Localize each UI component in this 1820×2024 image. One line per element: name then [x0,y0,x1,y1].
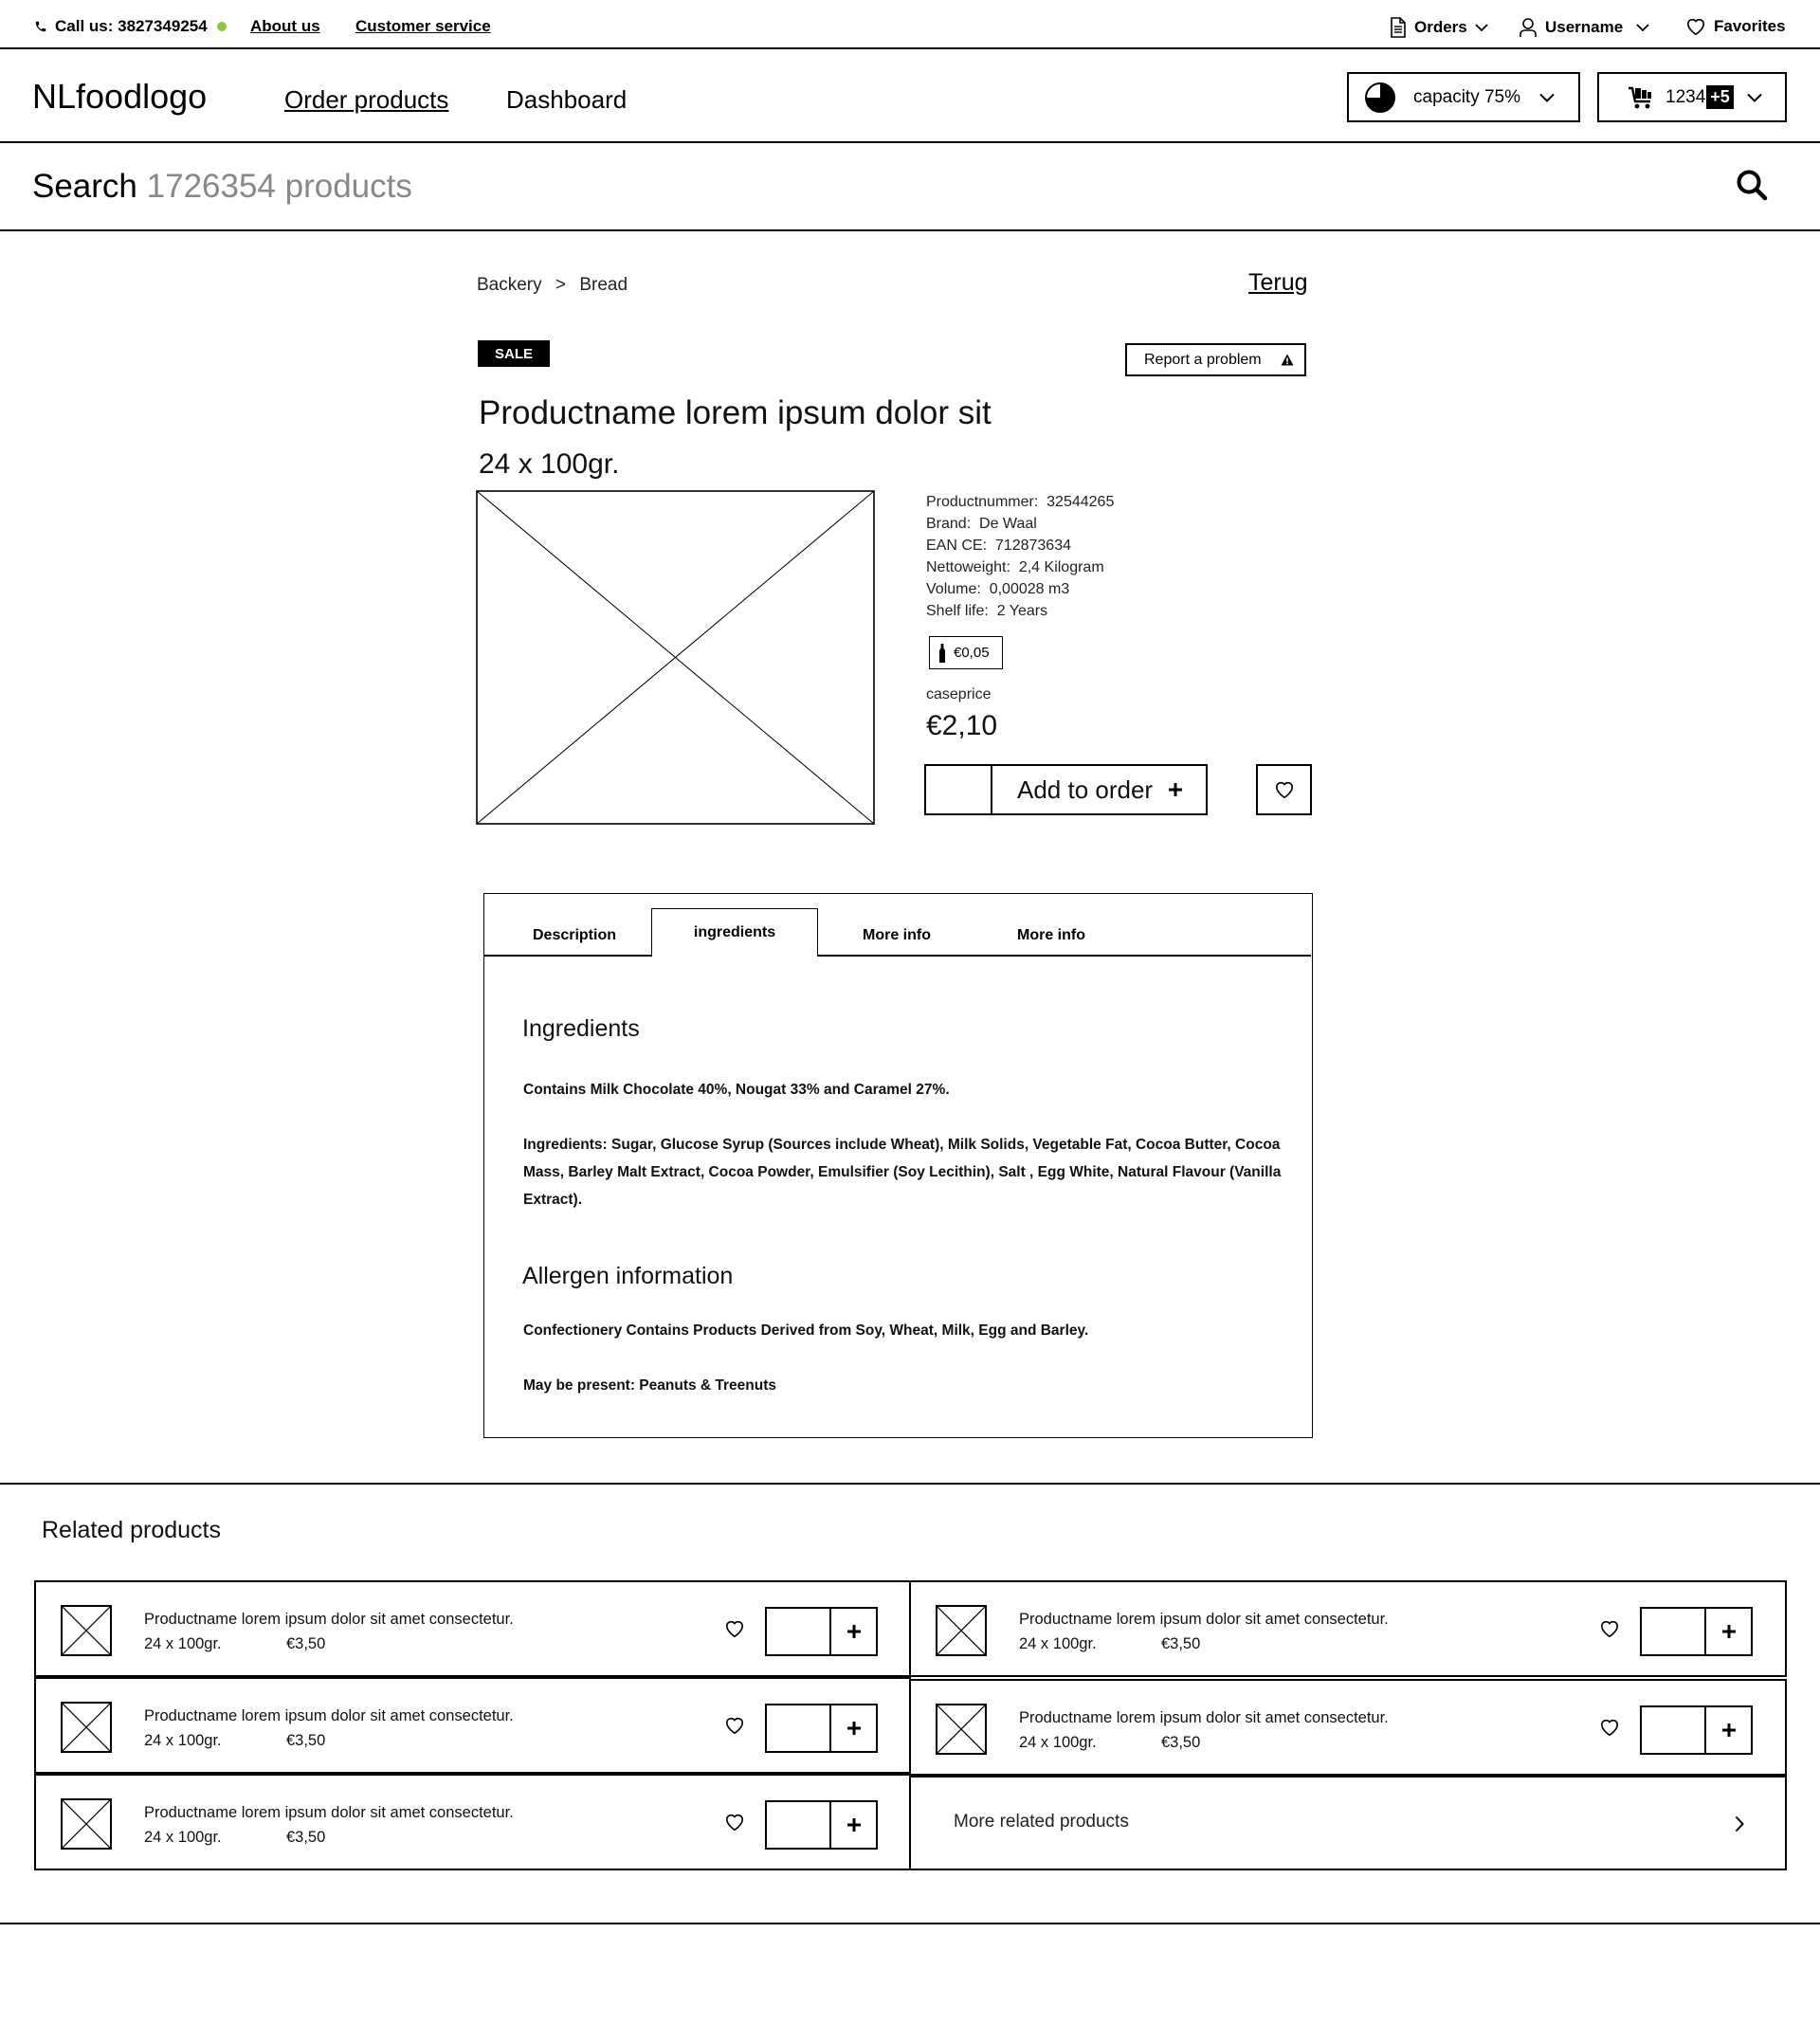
spec-shelf-life: Shelf life: 2 Years [926,603,1048,619]
favorites-label: Favorites [1714,17,1786,35]
orders-label: Orders [1414,18,1467,36]
quantity-input[interactable] [765,1800,831,1850]
breadcrumb-item-backery[interactable]: Backery [477,275,542,295]
related-product-price: €3,50 [286,1829,326,1846]
quantity-input[interactable] [1640,1705,1706,1755]
tab-more-info-2[interactable]: More info [1017,927,1085,943]
favorite-button[interactable] [1256,764,1312,815]
back-link[interactable]: Terug [1248,269,1308,296]
top-utility-bar [0,0,1820,49]
chevron-down-icon [1747,93,1762,102]
main-navigation [0,49,1820,143]
chevron-right-icon [1735,1815,1744,1833]
customer-service-link[interactable]: Customer service [355,17,491,35]
spec-brand: Brand: De Waal [926,516,1037,532]
may-contain-text: May be present: Peanuts & Treenuts [523,1377,777,1394]
related-product-size: 24 x 100gr. [144,1635,222,1652]
related-product-name[interactable]: Productname lorem ipsum dolor sit amet consectetur. [144,1804,514,1821]
product-specs [926,491,1114,622]
product-size: 24 x 100gr. [479,448,620,480]
warning-icon [1281,354,1294,366]
chevron-down-icon [1475,23,1488,32]
related-product-price: €3,50 [286,1732,326,1749]
capacity-pie-icon [1364,82,1396,114]
tab-ingredients[interactable]: ingredients [651,908,818,957]
add-button[interactable] [1704,1607,1753,1656]
user-menu[interactable] [1519,17,1649,38]
spec-ean: EAN CE: 712873634 [926,538,1071,554]
allergen-text: Confectionery Contains Products Derived from Soy, Wheat, Milk, Egg and Barley. [523,1322,1089,1339]
plus-icon [846,1624,862,1639]
quantity-input[interactable] [765,1607,831,1656]
heart-icon[interactable] [1599,1619,1620,1638]
capacity-dropdown[interactable] [1347,72,1580,122]
call-us[interactable] [34,17,227,36]
cart-icon [1628,85,1654,110]
more-related-label: More related products [954,1812,1129,1832]
ingredients-list: Ingredients: Sugar, Glucose Syrup (Sources include Wheat), Milk Solids, Vegetable Fat, Cocoa Butter, Cocoa Mass, Barley Malt Extract, Cocoa Powder, Emulsifier (Soy Lecithin), Salt , Egg White, Natural Flavour (Vanilla Extract). [523,1137,1282,1208]
list-item[interactable] [909,1679,1787,1776]
plus-icon [846,1817,862,1833]
chevron-down-icon [1636,23,1649,32]
phone-number: 3827349254 [118,17,208,35]
add-to-order-button[interactable] [991,764,1208,815]
quantity-input[interactable] [765,1704,831,1753]
nav-order-products[interactable]: Order products [284,85,449,114]
tab-description[interactable]: Description [532,927,616,943]
deposit-badge [929,636,1003,669]
heart-icon [1274,780,1295,799]
product-thumbnail [936,1605,987,1656]
more-related-products-link[interactable] [909,1776,1787,1870]
related-product-price: €3,50 [1161,1734,1201,1751]
document-icon [1390,17,1407,38]
related-product-size: 24 x 100gr. [144,1829,222,1846]
online-status-dot [217,22,227,31]
section-divider [0,1483,1820,1485]
deposit-value: €0,05 [954,645,990,661]
list-item[interactable] [34,1774,911,1870]
related-product-size: 24 x 100gr. [1019,1734,1097,1751]
allergen-heading: Allergen information [522,1263,734,1289]
plus-icon [846,1721,862,1736]
related-product-price: €3,50 [286,1635,326,1652]
heart-icon[interactable] [724,1813,745,1832]
quantity-input[interactable] [924,764,992,815]
add-button[interactable] [829,1607,878,1656]
plus-icon [1721,1723,1737,1738]
username-label: Username [1545,18,1624,36]
heart-icon[interactable] [724,1619,745,1638]
capacity-label: capacity 75% [1413,86,1521,107]
related-product-price: €3,50 [1161,1635,1201,1652]
related-product-name[interactable]: Productname lorem ipsum dolor sit amet consectetur. [144,1611,514,1628]
related-products-heading: Related products [42,1517,222,1543]
add-to-order-label: Add to order [1017,775,1154,804]
price-label: caseprice [926,686,992,702]
search-bar[interactable] [0,143,1820,231]
breadcrumb [477,275,628,296]
sale-badge: SALE [478,340,550,367]
report-label: Report a problem [1144,351,1262,368]
list-item[interactable] [34,1677,911,1774]
product-thumbnail [61,1702,112,1753]
related-product-size: 24 x 100gr. [1019,1635,1097,1652]
product-title: Productname lorem ipsum dolor sit [479,394,992,431]
product-info-tabs [483,893,1313,1438]
bottle-icon [938,644,946,663]
user-icon [1519,17,1538,38]
chevron-down-icon [1539,93,1555,102]
cart-dropdown[interactable] [1597,72,1787,122]
product-image [476,490,875,825]
footer-divider [0,1923,1820,1924]
orders-menu[interactable] [1390,17,1488,38]
related-product-size: 24 x 100gr. [144,1732,222,1749]
product-thumbnail [61,1605,112,1656]
plus-icon [1168,782,1183,797]
heart-icon[interactable] [724,1716,745,1735]
spec-volume: Volume: 0,00028 m3 [926,581,1070,597]
related-product-name[interactable]: Productname lorem ipsum dolor sit amet consectetur. [144,1707,514,1724]
list-item[interactable] [909,1580,1787,1677]
logo[interactable]: NLfoodlogo [32,77,208,116]
ingredients-contains: Contains Milk Chocolate 40%, Nougat 33% and Caramel 27%. [523,1082,950,1098]
search-label: Search [32,168,137,205]
nav-dashboard[interactable]: Dashboard [506,85,628,114]
spec-nettoweight: Nettoweight: 2,4 Kilogram [926,559,1104,575]
spec-productnummer: Productnummer: 32544265 [926,494,1115,510]
add-button[interactable] [829,1704,878,1753]
list-item[interactable] [34,1580,911,1677]
favorites-link[interactable] [1685,17,1786,36]
heart-icon [1685,17,1706,36]
related-product-name[interactable]: Productname lorem ipsum dolor sit amet consectetur. [1019,1709,1389,1726]
search-placeholder: 1726354 products [146,168,412,205]
related-product-name[interactable]: Productname lorem ipsum dolor sit amet consectetur. [1019,1611,1389,1628]
search-icon[interactable] [1736,169,1768,201]
tab-more-info-1[interactable]: More info [863,927,931,943]
cart-count: 1234 [1665,86,1706,107]
product-thumbnail [61,1798,112,1850]
breadcrumb-item-bread[interactable]: Bread [579,275,628,295]
add-button[interactable] [1704,1705,1753,1755]
call-label: Call us: [55,17,114,35]
quantity-input[interactable] [1640,1607,1706,1656]
heart-icon[interactable] [1599,1718,1620,1737]
plus-icon [1721,1624,1737,1639]
add-button[interactable] [829,1800,878,1850]
ingredients-heading: Ingredients [522,1015,640,1042]
report-problem-button[interactable] [1125,343,1306,376]
phone-icon [34,20,47,33]
breadcrumb-separator: > [555,275,567,295]
product-price: €2,10 [926,710,998,741]
cart-badge: +5 [1706,85,1734,109]
search-input[interactable] [32,168,412,206]
about-us-link[interactable]: About us [250,17,320,35]
product-thumbnail [936,1704,987,1755]
tab-divider [484,955,1311,957]
